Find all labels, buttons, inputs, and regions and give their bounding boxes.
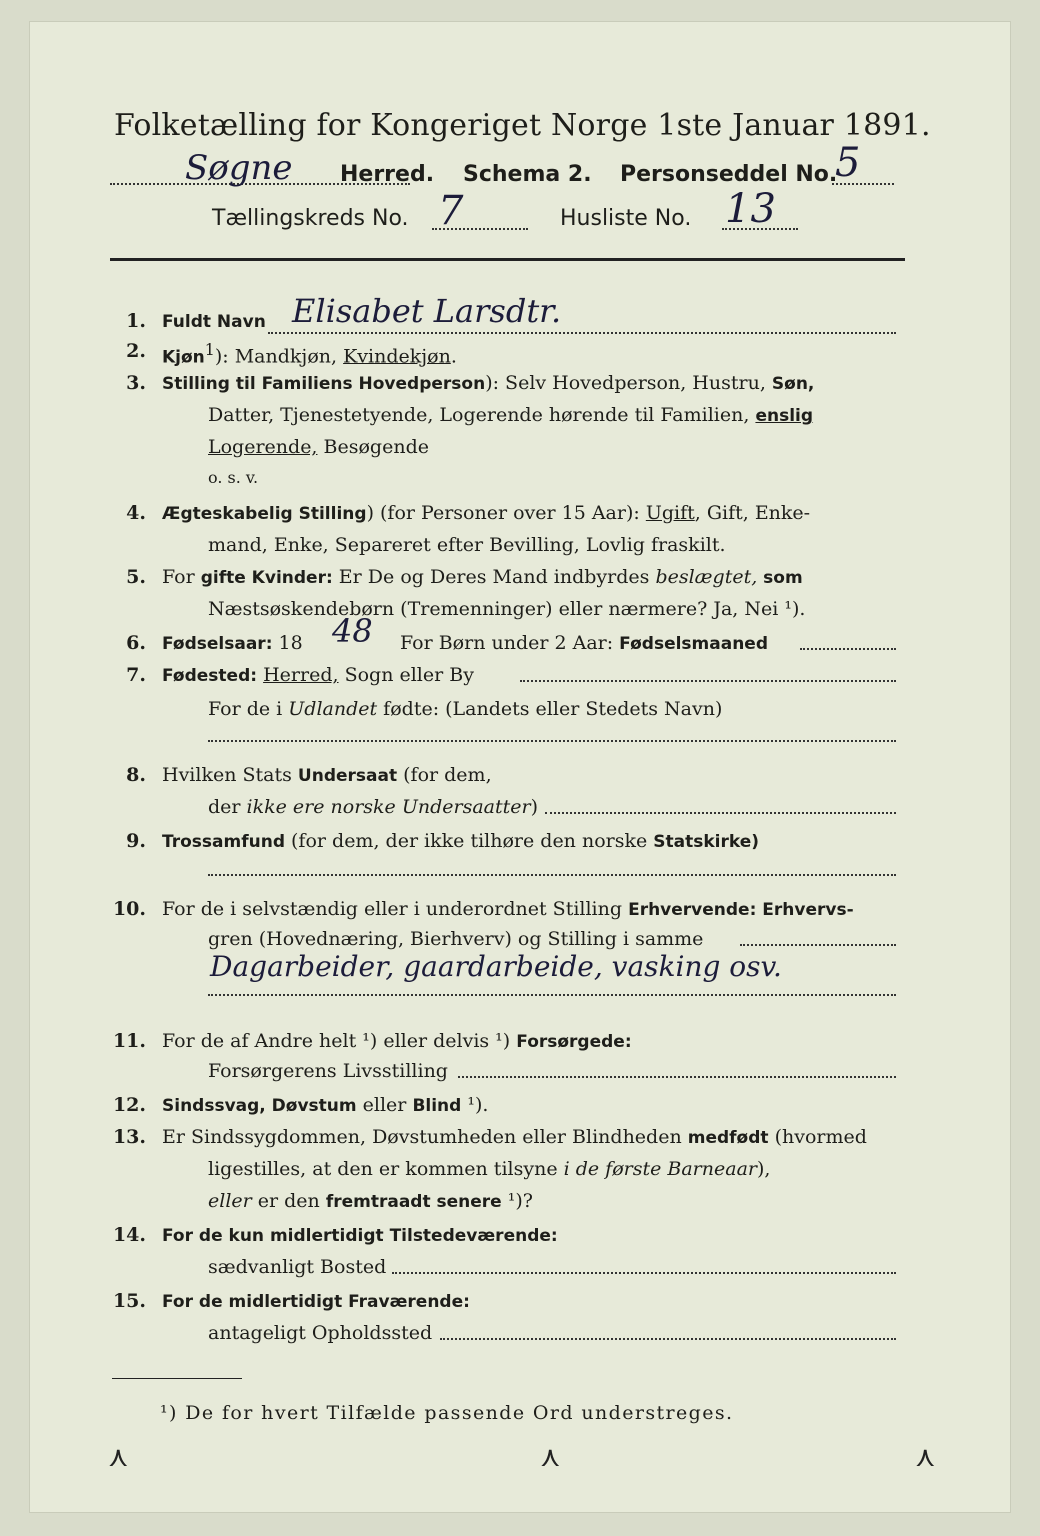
field-text: ): Mandkjøn, [214, 345, 344, 368]
husliste-value: 13 [725, 186, 776, 232]
field-label: Sindssvag, Døvstum [162, 1096, 357, 1116]
provider-dotline [458, 1076, 896, 1078]
field-text: antageligt Opholdssted [208, 1322, 433, 1344]
field-label: Forsørgede: [516, 1032, 632, 1052]
field-text: gren (Hovednæring, Bierhverv) og Stilling i samme [208, 928, 704, 950]
occupation-value: Dagarbeider, gaardarbeide, vasking osv. [210, 950, 782, 983]
field-text: (hvormed [768, 1126, 867, 1148]
field-row [162, 566, 803, 588]
field-text: fødte: (Landets eller Stedets Navn) [377, 698, 723, 720]
field-text: For [162, 566, 201, 588]
field-number: 7. [126, 664, 146, 686]
field-text: ) (for Personer over 15 Aar): [366, 502, 646, 524]
field-label: Fødested: [162, 666, 258, 686]
selected-option: Logerende, [208, 436, 318, 458]
subject-dotline [545, 812, 896, 814]
form-title: Folketælling for Kongeriget Norge 1ste Januar 1891. [114, 108, 931, 143]
field-text: Erhvervs- [756, 900, 854, 920]
field-text: ¹)? [501, 1190, 533, 1212]
field-row [162, 502, 810, 524]
husliste-label: Husliste No. [560, 206, 692, 231]
name-dotline [268, 332, 896, 334]
field-text: ) [530, 796, 538, 818]
field-number: 3. [126, 372, 146, 394]
month-dotline [800, 648, 896, 650]
occupation-dotline [740, 944, 896, 946]
field-row [162, 898, 854, 920]
field-text: For de i [208, 698, 289, 720]
field-text: For de af Andre helt ¹) eller delvis ¹) [162, 1030, 517, 1052]
field-number: 8. [126, 764, 146, 786]
field-text: Søn, [771, 374, 815, 394]
field-row [162, 830, 759, 852]
field-text: i de første Barneaar [563, 1158, 757, 1180]
field-label: Trossamfund [162, 832, 285, 852]
residence-dotline [392, 1272, 896, 1274]
personseddel-dotline [832, 183, 894, 185]
kreds-dotline [432, 228, 528, 230]
field-label: Undersaat [297, 766, 398, 786]
field-text: . [450, 345, 457, 368]
field-text: fremtraadt senere [325, 1192, 502, 1212]
field-label: For de kun midlertidigt Tilstedeværende: [162, 1226, 558, 1246]
kreds-value: 7 [438, 188, 464, 234]
stay-dotline [440, 1338, 896, 1340]
field-label: Erhvervende: [628, 900, 757, 920]
field-text: der [208, 796, 247, 818]
field-text: eller [208, 1190, 252, 1212]
field-row [400, 632, 768, 654]
field-label: Kjøn [162, 347, 205, 368]
field-row [162, 1030, 632, 1052]
personseddel-label: Personseddel No. [620, 162, 838, 187]
foreign-dotline [208, 740, 896, 742]
field-number: 9. [126, 830, 146, 852]
register-mark-icon: ⋏ [540, 1440, 561, 1473]
field-text: Er De og Deres Mand indbyrdes [332, 566, 656, 588]
field-text: Sogn eller By [338, 664, 474, 686]
selected-option: Kvindekjøn [343, 345, 451, 368]
field-label: medfødt [687, 1128, 769, 1148]
field-text: Udlandet [288, 698, 378, 720]
field-row [162, 372, 814, 394]
occupation-dotline-2 [208, 994, 896, 996]
field-text: som [757, 568, 803, 588]
field-text: For Børn under 2 Aar: [400, 632, 620, 654]
field-text: eller [356, 1094, 413, 1116]
register-mark-icon: ⋏ [108, 1440, 129, 1473]
field-number: 13. [112, 1126, 146, 1148]
field-number: 1. [126, 310, 146, 332]
birthplace-dotline [520, 680, 896, 682]
field-text: er den [251, 1190, 326, 1212]
field-text: o. s. v. [208, 468, 259, 487]
footnote-ref: 1 [204, 340, 215, 359]
field-text: Hvilken Stats [162, 764, 298, 786]
field-row [208, 1190, 533, 1212]
field-text: ligestilles, at den er kommen tilsyne [208, 1158, 564, 1180]
field-text: ikke ere norske Undersaatter [246, 796, 531, 818]
register-mark-icon: ⋏ [915, 1440, 936, 1473]
field-row [208, 1158, 770, 1180]
field-label: Ægteskabelig Stilling [162, 504, 367, 524]
field-text: Statskirke) [653, 832, 760, 852]
field-number: 6. [126, 632, 146, 654]
field-row [162, 340, 457, 367]
field-text: Datter, Tjenestetyende, Logerende hørende til Familien, [208, 404, 750, 426]
field-row [208, 436, 429, 458]
selected-option: Herred, [263, 664, 339, 686]
footnote-rule [112, 1378, 242, 1379]
field-text: mand, Enke, Separeret efter Bevilling, Lovlig fraskilt. [208, 534, 726, 556]
field-text: For de i selvstændig eller i underordnet Stilling [162, 898, 629, 920]
field-text: (for dem, der ikke tilhøre den norske [284, 830, 654, 852]
field-text: sædvanligt Bosted [208, 1256, 387, 1278]
personseddel-value: 5 [835, 140, 861, 186]
field-text: (for dem, [397, 764, 492, 786]
kreds-label: Tællingskreds No. [212, 206, 409, 231]
field-row [162, 664, 474, 686]
field-row [208, 698, 722, 720]
field-number: 4. [126, 502, 146, 524]
field-text: Er Sindssygdommen, Døvstumheden eller Blindheden [162, 1126, 688, 1148]
field-number: 12. [112, 1094, 146, 1116]
field-text: ), [757, 1158, 771, 1180]
birth-year-value: 48 [332, 612, 373, 650]
husliste-dotline [722, 228, 798, 230]
field-label: Fødselsmaaned [619, 634, 768, 654]
selected-option: Ugift [645, 502, 695, 524]
field-text: , Gift, Enke- [694, 502, 811, 524]
herred-label: Herred. [340, 162, 435, 187]
field-row [162, 632, 303, 654]
field-row [162, 1094, 488, 1116]
herred-value: Søgne [185, 148, 293, 188]
field-row [162, 1126, 867, 1148]
field-label: Fuldt Navn [162, 312, 266, 332]
field-text: Forsørgerens Livsstilling [208, 1060, 448, 1082]
field-text: Besøgende [317, 436, 429, 458]
footnote: ¹) De for hvert Tilfælde passende Ord understreges. [160, 1402, 734, 1424]
field-row [208, 796, 538, 818]
field-number: 5. [126, 566, 146, 588]
field-row [208, 404, 813, 426]
field-text: Næstsøskendebørn (Tremenninger) eller nærmere? Ja, Nei ¹). [208, 598, 806, 620]
field-text: beslægtet, [655, 566, 758, 588]
name-value: Elisabet Larsdtr. [292, 292, 562, 330]
field-row [162, 764, 492, 786]
field-label: Fødselsaar: [162, 634, 273, 654]
field-number: 11. [112, 1030, 146, 1052]
schema-label: Schema 2. [463, 162, 592, 187]
field-label: Stilling til Familiens Hovedperson [162, 374, 486, 394]
field-label: gifte Kvinder: [200, 568, 333, 588]
selected-option: enslig [755, 406, 814, 426]
field-label: For de midlertidigt Fraværende: [162, 1292, 470, 1312]
field-number: 14. [112, 1224, 146, 1246]
header-rule [110, 258, 905, 261]
field-text: ¹). [461, 1094, 489, 1116]
field-text: 18 [272, 632, 303, 654]
field-number: 2. [126, 340, 146, 362]
field-number: 15. [112, 1290, 146, 1312]
religion-dotline [208, 874, 896, 876]
field-text: Blind [412, 1096, 462, 1116]
field-number: 10. [112, 898, 146, 920]
field-text: ): Selv Hovedperson, Hustru, [485, 372, 772, 394]
